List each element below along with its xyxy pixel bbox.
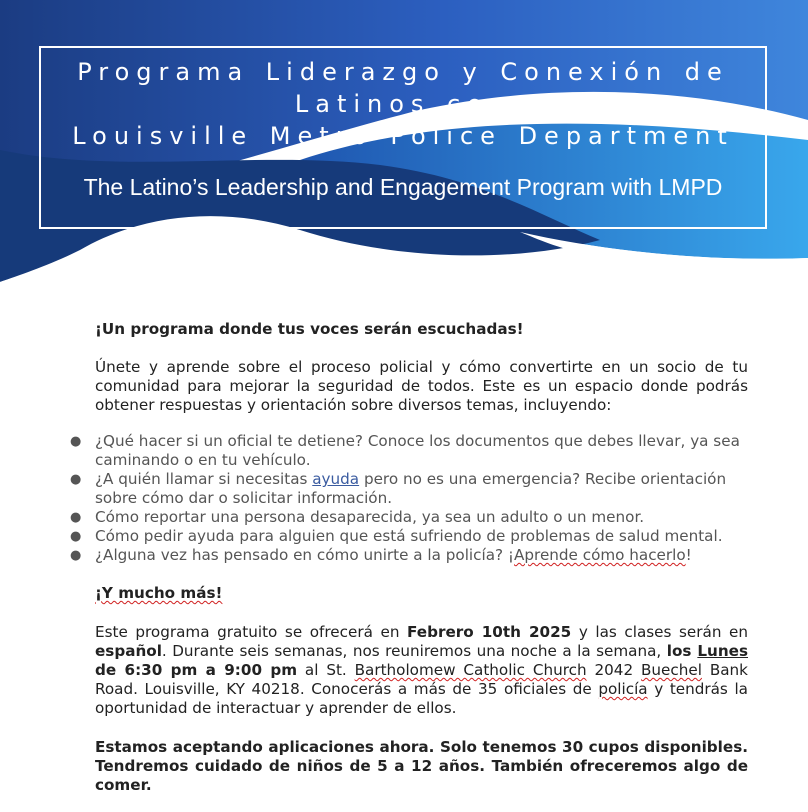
bullet-icon: ● [70, 529, 82, 544]
meeting-day: Lunes [697, 642, 749, 660]
spanish-title-line-3: Louisville Metro Police Department [72, 122, 734, 150]
bullet-icon: ● [70, 434, 82, 449]
english-title: The Latino’s Leadership and Engagement Program with LMPD [83, 174, 723, 200]
topic-text: Cómo reportar una persona desaparecida, ya sea un adulto o un menor. [95, 508, 645, 526]
closing-paragraph: Estamos aceptando aplicaciones ahora. Solo tenemos 30 cupos disponibles. Tendremos cuidado de niños de 5 a 12 años. También ofreceremos algo de comer. [95, 738, 748, 794]
join-police-link[interactable]: Aprende cómo hacerlo [514, 546, 686, 564]
topic-text: Cómo pedir ayuda para alguien que está sufriendo de problemas de salud mental. [95, 527, 723, 545]
topics-list [70, 432, 748, 565]
spanish-title-line-2: Latinos con [294, 90, 512, 118]
topic-text-pre: ¿Alguna vez has pensado en cómo unirte a la policía? ¡ [95, 546, 514, 564]
tagline: ¡Un programa donde tus voces serán escuchadas! [95, 320, 524, 338]
intro-paragraph: Únete y aprende sobre el proceso policial y cómo convertirte en un socio de tu comunidad para mejorar la seguridad de todos. Este es un espacio donde podrás obtener respuestas y orientación sobre diversos temas, incluyendo: [95, 358, 748, 414]
topic-text-pre: ¿A quién llamar si necesitas [95, 470, 313, 488]
details-paragraph: Este programa gratuito se ofrecerá en Febrero 10th 2025 y las clases serán en español. Durante seis semanas, nos reuniremos una noche a la semana, los Lunes de 6:30 pm a 9:00 pm al St. Bartholomew Catholic Church 2042 Buechel Bank Road. Louisville, KY 40218. Conocerás a más de 35 oficiales de policía y tendrás la oportunidad de interactuar y aprender de ellos. [95, 623, 749, 717]
list-item [70, 508, 748, 527]
and-much-more: ¡Y mucho más! [95, 584, 223, 602]
list-item [70, 546, 748, 565]
bullet-icon: ● [70, 548, 82, 563]
document-body [70, 320, 749, 795]
spanish-title-line-1: Programa Liderazgo y Conexión de [77, 58, 729, 86]
topic-text: ¿Qué hacer si un oficial te detiene? Conoce los documentos que debes llevar, ya sea caminando o en tu vehículo. [95, 432, 740, 469]
bullet-icon: ● [70, 472, 82, 487]
bullet-icon: ● [70, 510, 82, 525]
title-box [39, 46, 767, 229]
list-item [70, 527, 748, 546]
venue-name: Bartholomew Catholic Church [354, 661, 587, 679]
street-name: Buechel [641, 661, 702, 679]
ayuda-link[interactable]: ayuda [312, 470, 360, 488]
list-item [70, 432, 748, 470]
class-language: español [95, 642, 162, 660]
meeting-time: de 6:30 pm a 9:00 pm [95, 661, 298, 679]
list-item [70, 470, 748, 508]
spanish-title [41, 56, 765, 152]
topic-text-post: pero no es una emergencia? Recibe orientación sobre cómo dar o solicitar información. [95, 470, 727, 507]
topic-text-post: ! [685, 546, 692, 564]
start-date: Febrero 10th 2025 [407, 623, 572, 641]
